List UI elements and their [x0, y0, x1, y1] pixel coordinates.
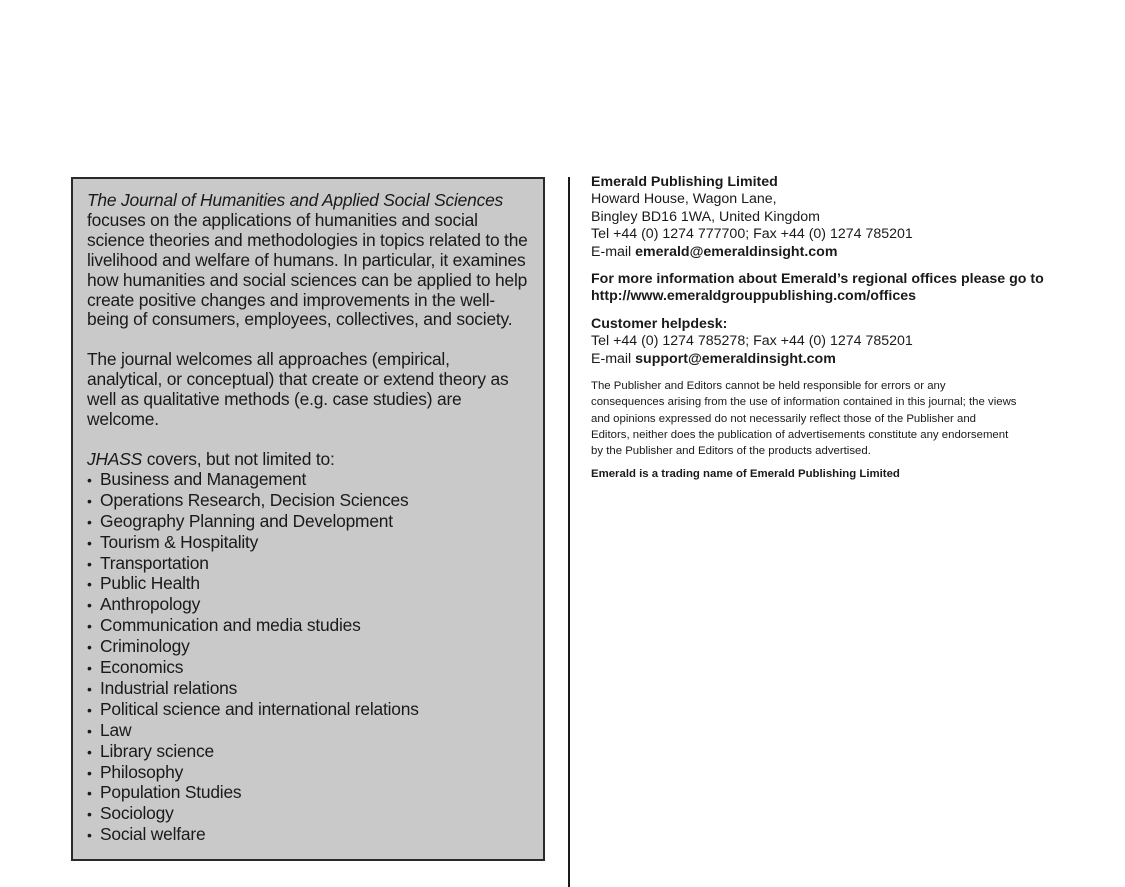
regional-offices-link[interactable]: http://www.emeraldgrouppublishing.com/offices: [591, 288, 917, 305]
bullet-icon: •: [87, 764, 92, 781]
bullet-icon: •: [87, 743, 92, 760]
journal-scope-box: [71, 177, 545, 861]
helpdesk-email[interactable]: support@emeraldinsight.com: [635, 350, 836, 367]
topic-label: Geography Planning and Development: [100, 510, 393, 531]
topic-label: Law: [100, 719, 132, 740]
topic-label: Tourism & Hospitality: [100, 531, 259, 552]
publisher-email[interactable]: emerald@emeraldinsight.com: [635, 243, 838, 260]
covers-text: covers, but not limited to:: [146, 448, 335, 469]
helpdesk-title: Customer helpdesk:: [591, 315, 728, 332]
bullet-icon: •: [87, 806, 92, 823]
bullet-icon: •: [87, 534, 92, 551]
column-divider: [568, 177, 570, 887]
scope-intro-paragraph: [87, 191, 529, 330]
topic-item: [87, 470, 529, 491]
topic-item: [87, 658, 529, 679]
topic-label: Public Health: [100, 573, 200, 594]
bullet-icon: •: [87, 722, 92, 739]
topic-item: [87, 512, 529, 533]
bullet-icon: •: [87, 660, 92, 677]
topic-label: Sociology: [100, 803, 174, 824]
topic-label: Operations Research, Decision Sciences: [100, 489, 409, 510]
topic-item: [87, 742, 529, 763]
publisher-phone: Tel +44 (0) 1274 777700; Fax +44 (0) 1274 785201: [591, 226, 913, 243]
topic-item: [87, 825, 529, 846]
topic-item: [87, 700, 529, 721]
bullet-icon: •: [87, 701, 92, 718]
topic-label: Transportation: [100, 552, 209, 573]
helpdesk-email-line: [591, 351, 1091, 368]
regional-offices-text: For more information about Emerald’s regional offices please go to: [591, 271, 1044, 288]
topic-item: [87, 491, 529, 512]
bullet-icon: •: [87, 471, 92, 488]
disclaimer-line: The Publisher and Editors cannot be held responsible for errors or any: [591, 380, 946, 393]
disclaimer: [591, 378, 1091, 459]
topic-item: [87, 804, 529, 825]
regional-offices: [591, 271, 1091, 306]
topic-label: Industrial relations: [100, 677, 238, 698]
scope-intro-text: focuses on the applications of humanities and social science theories and methodologies in topics related to the livelihood and welfare of humans. In particular, it examines how humanities and social sciences can be applied to help create positive changes and improvements in the well-being of consumers, employees, collectives, and society.: [87, 209, 528, 330]
publisher-name: Emerald Publishing Limited: [591, 174, 778, 190]
bullet-icon: •: [87, 827, 92, 844]
bullet-icon: •: [87, 785, 92, 802]
topic-item: [87, 679, 529, 700]
scope-covers-heading: [87, 450, 529, 470]
topic-item: [87, 783, 529, 804]
disclaimer-line: consequences arising from the use of information contained in this journal; the views: [591, 396, 1017, 409]
scope-approaches-paragraph: The journal welcomes all approaches (empirical, analytical, or conceptual) that create or extend theory as well as qualitative methods (e.g. case studies) are welcome.: [87, 349, 509, 430]
topic-label: Economics: [100, 657, 184, 678]
helpdesk-email-label: E-mail: [591, 350, 632, 367]
customer-helpdesk: [591, 316, 1091, 368]
publisher-address-line1: Howard House, Wagon Lane,: [591, 191, 777, 208]
topic-label: Criminology: [100, 636, 190, 657]
helpdesk-phone: Tel +44 (0) 1274 785278; Fax +44 (0) 1274 785201: [591, 333, 913, 350]
disclaimer-line: and opinions expressed do not necessarily reflect those of the Publisher and: [591, 412, 976, 425]
topic-item: [87, 763, 529, 784]
topic-label: Anthropology: [100, 594, 201, 615]
publisher-address-line2: Bingley BD16 1WA, United Kingdom: [591, 208, 820, 225]
topic-label: Social welfare: [100, 824, 206, 845]
publisher-email-label: E-mail: [591, 243, 632, 260]
bullet-icon: •: [87, 513, 92, 530]
journal-title: The Journal of Humanities and Applied Social Sciences: [87, 190, 504, 210]
topic-label: Philosophy: [100, 761, 184, 782]
bullet-icon: •: [87, 576, 92, 593]
publisher-contact: [591, 174, 1091, 261]
topic-label: Population Studies: [100, 782, 242, 803]
disclaimer-line: Editors, neither does the publication of advertisements constitute any endorsement: [591, 428, 1009, 441]
topic-item: [87, 637, 529, 658]
topic-label: Communication and media studies: [100, 615, 361, 636]
bullet-icon: •: [87, 680, 92, 697]
disclaimer-line: by the Publisher and Editors of the products advertised.: [591, 445, 871, 458]
publisher-email-line: [591, 244, 1091, 261]
topic-item: [87, 595, 529, 616]
topic-item: [87, 574, 529, 595]
trading-name: Emerald is a trading name of Emerald Publishing Limited: [591, 467, 900, 480]
publisher-info: [591, 174, 1091, 482]
topic-item: [87, 721, 529, 742]
bullet-icon: •: [87, 639, 92, 656]
topic-label: Business and Management: [100, 468, 307, 489]
bullet-icon: •: [87, 618, 92, 635]
topic-item: [87, 616, 529, 637]
topic-list: [87, 470, 529, 846]
topic-label: Library science: [100, 740, 214, 761]
journal-abbreviation: JHASS: [87, 448, 143, 469]
topic-item: [87, 554, 529, 575]
bullet-icon: •: [87, 492, 92, 509]
bullet-icon: •: [87, 555, 92, 572]
topic-label: Political science and international relations: [100, 698, 419, 719]
bullet-icon: •: [87, 597, 92, 614]
topic-item: [87, 533, 529, 554]
